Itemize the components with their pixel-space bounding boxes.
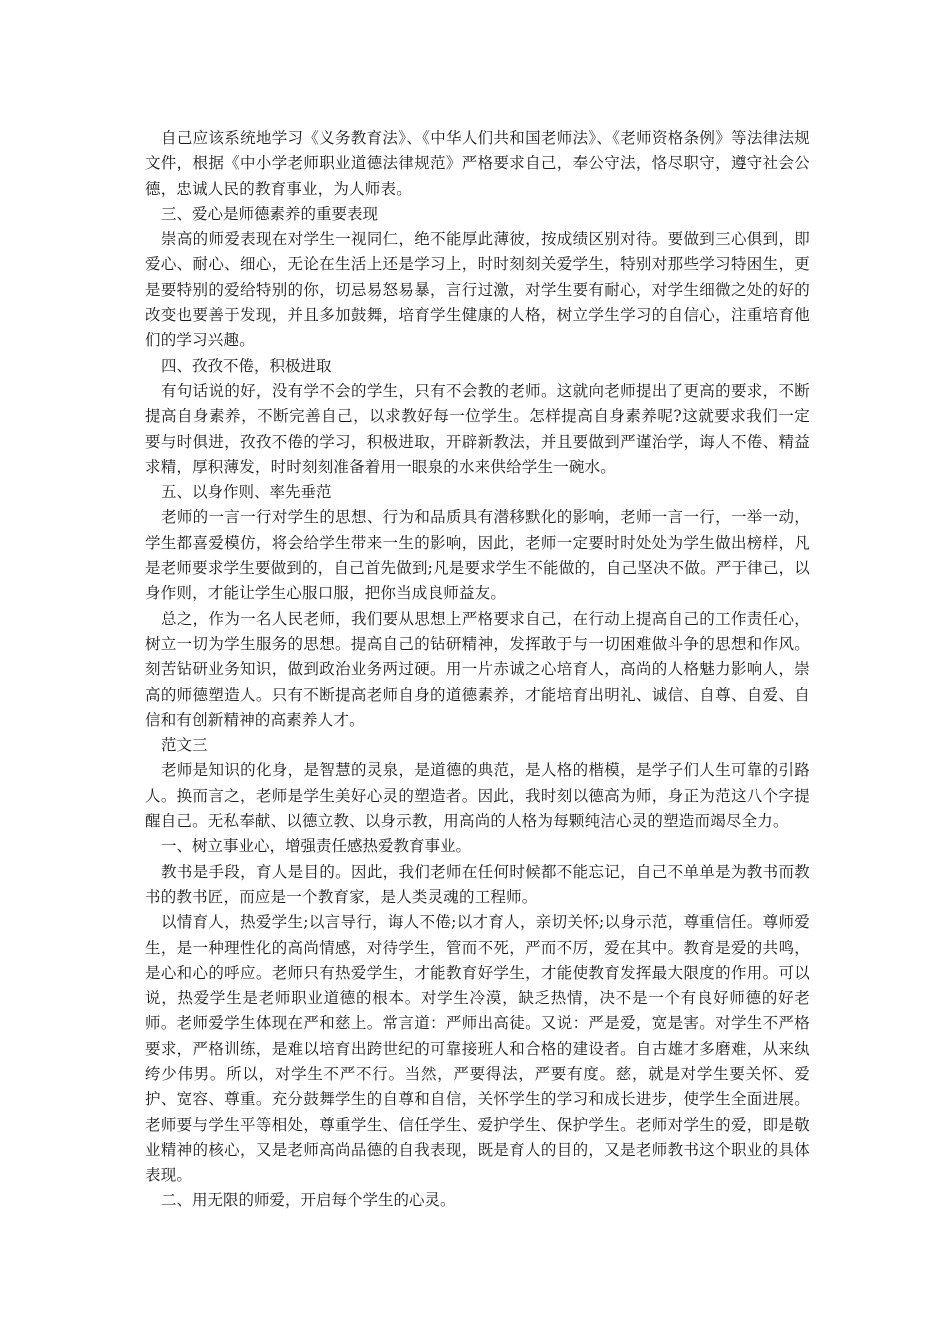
document-body — [145, 126, 810, 1214]
paragraph: 自己应该系统地学习《义务教育法》、《中华人们共和国老师法》、《老师资格条例》等法律法规文件，根据《中小学老师职业道德法律规范》严格要求自己，奉公守法，恪尽职守，遵守社会公德，忠诚人民的教育事业，为人师表。 — [145, 129, 810, 198]
section-heading: 范文三 — [161, 736, 208, 755]
section-heading: 一、树立事业心，增强责任感热爱教育事业。 — [161, 837, 472, 856]
paragraph: 崇高的师爱表现在对学生一视同仁，绝不能厚此薄彼，按成绩区别对待。要做到三心俱到，即爱心、耐心、细心，无论在生活上还是学习上，时时刻刻关爱学生，特别对那些学习特困生，更是要特别的爱给特别的你，切忌易怒易暴，言行过激，对学生要有耐心，对学生细微之处的好的改变也要善于发现，并且多加鼓舞，培育学生健康的人格，树立学生学习的自信心，注重培育他们的学习兴趣。 — [145, 230, 810, 350]
paragraph: 以情育人，热爱学生;以言导行，诲人不倦;以才育人，亲切关怀;以身示范，尊重信任。尊师爱生，是一种理性化的高尚情感，对待学生，管而不死，严而不厉，爱在其中。教育是爱的共鸣，是心和心的呼应。老师只有热爱学生，才能教育好学生，才能使教育发挥最大限度的作用。可以说，热爱学生是老师职业道德的根本。对学生冷漠，缺乏热情，决不是一个有良好师德的好老师。老师爱学生体现在严和慈上。常言道：严师出高徒。又说：严是爱，宽是害。对学生不严格要求，严格训练，是难以培育出跨世纪的可靠接班人和合格的建设者。自古雄才多磨难，从来纨绔少伟男。所以，对学生不严不行。当然，严要得法，严要有度。慈，就是对学生要关怀、爱护、宽容、尊重。充分鼓舞学生的自尊和自信，关怀学生的学习和成长进步，使学生全面进展。老师要与学生平等相处，尊重学生、信任学生、爱护学生、保护学生。老师对学生的爱，即是敬业精神的核心，又是老师高尚品德的自我表现，既是育人的目的，又是老师教书这个职业的具体表现。 — [145, 913, 810, 1185]
section-heading: 二、用无限的师爱，开启每个学生的心灵。 — [161, 1191, 456, 1210]
section-heading: 三、爱心是师德素养的重要表现 — [161, 204, 379, 223]
section-heading: 四、孜孜不倦，积极进取 — [161, 356, 332, 375]
paragraph: 老师的一言一行对学生的思想、行为和品质具有潜移默化的影响，老师一言一行，一举一动，学生都喜爱模仿，将会给学生带来一生的影响，因此，老师一定要时时处处为学生做出榜样，凡是老师要求学生要做到的，自己首先做到;凡是要求学生不能做的，自己坚决不做。严于律己，以身作则，才能让学生心服口服，把你当成良师益友。 — [145, 508, 810, 603]
paragraph: 老师是知识的化身，是智慧的灵泉，是道德的典范，是人格的楷模，是学子们人生可靠的引路人。换而言之，老师是学生美好心灵的塑造者。因此，我时刻以德高为师，身正为范这八个字提醒自己。无私奉献、以德立教、以身示教，用高尚的人格为每颗纯洁心灵的塑造而竭尽全力。 — [145, 761, 810, 831]
section-heading: 五、以身作则、率先垂范 — [161, 483, 332, 502]
paragraph: 有句话说的好，没有学不会的学生，只有不会教的老师。这就向老师提出了更高的要求，不断提高自身素养，不断完善自己，以求教好每一位学生。怎样提高自身素养呢?这就要求我们一定要与时俱进，孜孜不倦的学习，积极进取，开辟新教法，并且要做到严谨治学，诲人不倦、精益求精，厚积薄发，时时刻刻准备着用一眼泉的水来供给学生一碗水。 — [145, 381, 810, 476]
paragraph: 总之，作为一名人民老师，我们要从思想上严格要求自己，在行动上提高自己的工作责任心，树立一切为学生服务的思想。提高自己的钻研精神，发挥敢于与一切困难做斗争的思想和作风。刻苦钻研业务知识，做到政治业务两过硬。用一片赤诚之心培育人，高尚的人格魅力影响人，崇高的师德塑造人。只有不断提高老师自身的道德素养，才能培育出明礼、诚信、自尊、自爱、自信和有创新精神的高素养人才。 — [145, 609, 810, 729]
paragraph: 教书是手段，育人是目的。因此，我们老师在任何时候都不能忘记，自己不单单是为教书而教书的教书匠，而应是一个教育家，是人类灵魂的工程师。 — [145, 862, 810, 906]
